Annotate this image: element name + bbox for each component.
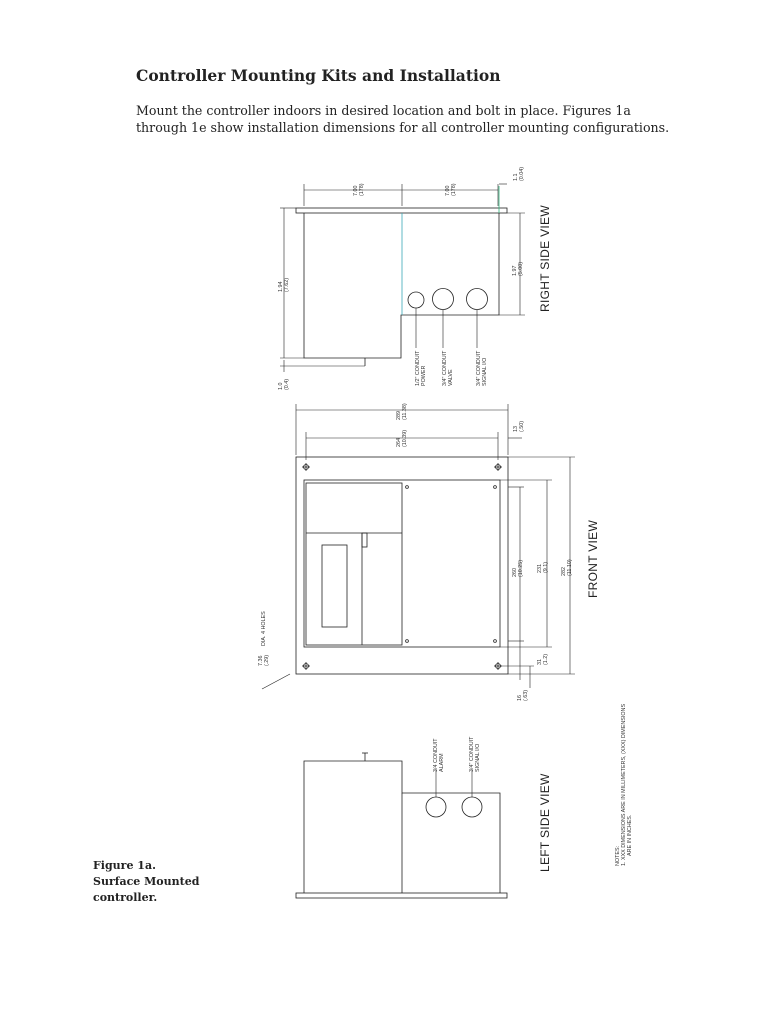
cover-screws — [406, 486, 497, 643]
dim-height-b: 231(9.1) — [537, 561, 549, 573]
label-conduit-signal-left: 3/4" CONDUITSIGNAL I/O — [469, 736, 481, 772]
conduit-signal-hole-left — [462, 797, 482, 817]
dim-height-a: 260(10.25) — [512, 559, 524, 577]
label-conduit-valve: 3/4" CONDUITVALVE — [442, 350, 454, 386]
dim-height-c: 282(11.10) — [561, 559, 573, 576]
dim-right-height: 1.97(5.00) — [512, 261, 524, 276]
left-mounting-plate — [296, 893, 507, 898]
right-housing-outline — [304, 213, 499, 358]
display-tab — [362, 533, 367, 547]
conduit-power-hole — [408, 292, 424, 308]
label-dia-holes: DIA. 4 HOLES — [261, 611, 267, 646]
dim-corner-right: 1.1(0.04) — [513, 166, 525, 181]
dim-inner-width: 264(10.39) — [396, 429, 408, 447]
dim-height-right: 1.94(7.62) — [278, 277, 290, 292]
right-side-view — [280, 184, 525, 372]
right-mounting-plate — [296, 208, 507, 213]
conduit-valve-hole — [433, 289, 454, 310]
dim-bottom-b: 16(.63) — [517, 689, 529, 701]
label-conduit-signal: 3/4" CONDUITSIGNAL I/O — [476, 350, 488, 386]
conduit-alarm-hole — [426, 797, 446, 817]
page-heading: Controller Mounting Kits and Installation — [136, 66, 501, 85]
left-side-view-label: LEFT SIDE VIEW — [538, 773, 552, 872]
caption-line-1: Figure 1a. — [93, 859, 156, 872]
conduit-signal-hole — [467, 289, 488, 310]
dim-outer-width: 289(11.38) — [396, 403, 408, 420]
notes-block: NOTES: 1. XXX DIMENSIONS ARE IN MILLIMETERS, (XXX) DIMENSIONS ARE IN INCHES. — [615, 703, 633, 866]
right-side-view-label: RIGHT SIDE VIEW — [538, 205, 552, 312]
display-panel — [306, 483, 402, 645]
dim-bottom-a: 31(1.2) — [537, 653, 549, 665]
dim-top-right: 7.00(178) — [445, 183, 457, 196]
dim-top-left: 7.00(178) — [353, 183, 365, 196]
label-conduit-power: 1/2" CONDUITPOWER — [415, 350, 427, 386]
caption-line-2: Surface Mounted — [93, 875, 200, 888]
caption-line-3: controller. — [93, 891, 158, 904]
lcd-window — [322, 545, 347, 627]
intro-paragraph: Mount the controller indoors in desired location and bolt in place. Figures 1a through 1e show installation dimensions for all controller mounting configurations. — [136, 103, 670, 135]
front-view-label: FRONT VIEW — [586, 519, 600, 598]
dim-base: 1.0(0.4) — [278, 378, 290, 390]
label-conduit-alarm: 3/4 CONDUITALARM — [433, 738, 445, 772]
left-side-view — [296, 753, 507, 898]
dim-hole-diameter: 7.36(.29) — [258, 654, 270, 666]
dim-front-corner: 13(.50) — [513, 420, 525, 432]
front-view — [262, 404, 575, 689]
